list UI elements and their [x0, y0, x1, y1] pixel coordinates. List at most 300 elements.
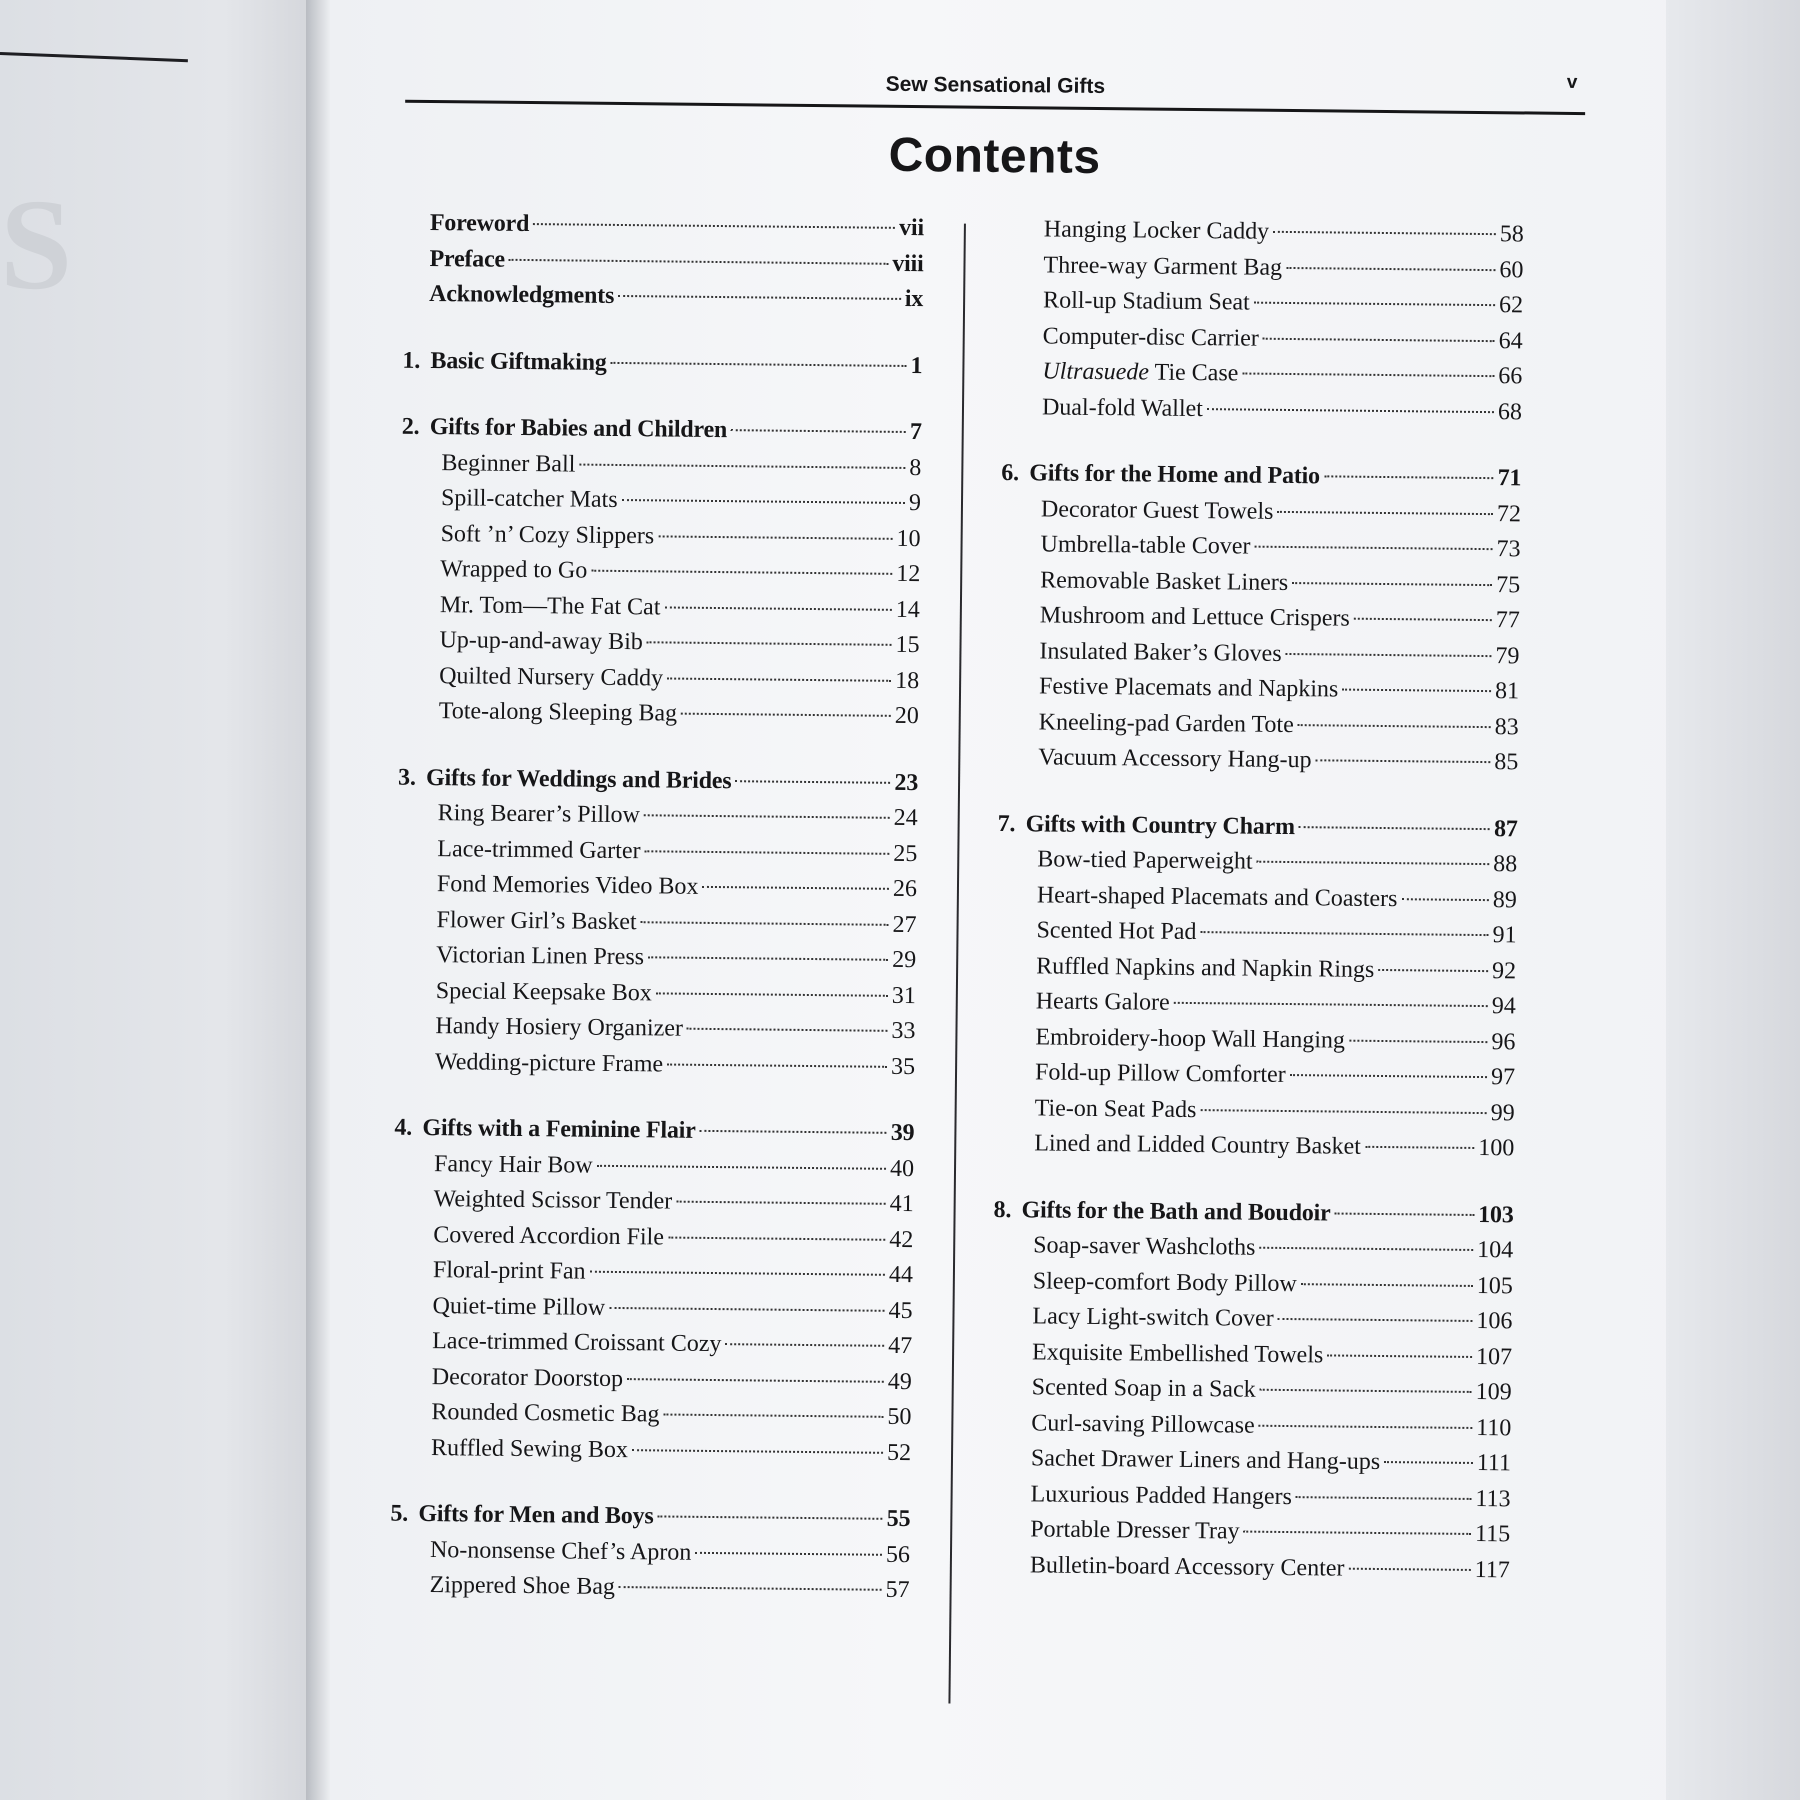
toc-item-entry: [393, 1253, 913, 1294]
entry-title: [436, 938, 644, 976]
dot-leader: [1259, 1424, 1473, 1428]
chapter-title: Gifts with Country Charm: [1025, 810, 1295, 840]
entry-page-number: 99: [1490, 1099, 1515, 1126]
toc-item-entry: [995, 1055, 1515, 1096]
entry-title: [435, 1045, 663, 1083]
entry-title: [402, 410, 728, 449]
entry-title-text: Scented Hot Pad: [1036, 917, 1197, 946]
dot-leader: [579, 463, 905, 468]
entry-page-number: 77: [1495, 607, 1520, 634]
entry-page-number: 40: [889, 1155, 915, 1182]
entry-title-text: Up-up-and-away Bib: [439, 627, 643, 656]
toc-item-entry: [401, 445, 921, 486]
dot-leader: [1292, 582, 1492, 586]
dot-leader: [1327, 1354, 1472, 1358]
entry-title: [437, 832, 641, 870]
entry-title: [1040, 527, 1250, 565]
dot-leader: [1277, 510, 1493, 514]
chapter-title: Gifts with a Feminine Flair: [422, 1114, 696, 1144]
entry-title: [431, 1431, 628, 1469]
entry-title-text: Wedding-picture Frame: [434, 1048, 664, 1077]
toc-front-matter-entry: [403, 241, 923, 282]
toc-item-entry: [999, 669, 1519, 710]
entry-title: [1033, 1264, 1297, 1302]
entry-page-number: 29: [892, 946, 917, 974]
entry-page-number: 88: [1493, 851, 1518, 878]
dot-leader: [676, 1201, 885, 1205]
entry-title: [1042, 354, 1238, 392]
entry-title-text: Vacuum Accessory Hang-up: [1038, 744, 1312, 774]
entry-title-text: Removable Basket Liners: [1040, 566, 1289, 596]
toc-chapter-entry: [402, 343, 922, 384]
entry-title-text: Scented Soap in a Sack: [1031, 1374, 1256, 1403]
entry-title: [1043, 283, 1250, 321]
dot-leader: [1401, 898, 1488, 901]
entry-title: [440, 588, 661, 626]
entry-page-number: 23: [894, 769, 919, 796]
entry-title-text: Quilted Nursery Caddy: [439, 662, 664, 691]
entry-title-text: Three-way Garment Bag: [1043, 251, 1283, 281]
dot-leader: [1286, 266, 1495, 270]
dot-leader: [1244, 1531, 1472, 1535]
dot-leader: [731, 429, 906, 433]
entry-title-text: Spill-catcher Mats: [440, 485, 618, 513]
entry-title-text: Tie Case: [1148, 359, 1239, 387]
entry-page-number: 89: [1492, 886, 1518, 913]
entry-title-text: Ring Bearer’s Pillow: [437, 800, 641, 829]
dot-leader: [533, 223, 895, 229]
entry-title: [433, 1253, 586, 1290]
toc-item-entry: [999, 704, 1519, 745]
entry-title-text: Heart-shaped Placemats and Coasters: [1036, 881, 1398, 912]
entry-title: [1032, 1370, 1256, 1408]
dot-leader: [591, 570, 892, 575]
toc-item-entry: [1002, 389, 1522, 430]
entry-title: [434, 1147, 593, 1184]
dot-leader: [656, 992, 888, 996]
dot-leader: [1242, 372, 1494, 377]
entry-page-number: 14: [895, 596, 921, 623]
entry-page-number: 113: [1475, 1485, 1511, 1512]
toc-front-matter-entry: [404, 206, 924, 247]
chapter-title: Gifts for Babies and Children: [429, 413, 728, 444]
toc-item-entry: [400, 516, 920, 557]
entry-title: [993, 1192, 1330, 1231]
entry-title-text: Soft ’n’ Cozy Slippers: [440, 520, 655, 549]
entry-title: [440, 552, 587, 589]
toc-item-entry: [991, 1405, 1511, 1446]
entry-page-number: 87: [1493, 815, 1518, 842]
entry-title: [1043, 319, 1259, 357]
dot-leader: [1296, 1496, 1472, 1500]
dot-leader: [702, 886, 889, 890]
entry-page-number: 12: [896, 560, 921, 588]
dot-leader: [647, 641, 892, 646]
dot-leader: [1348, 1567, 1470, 1570]
toc-chapter-entry: [1001, 456, 1521, 497]
dot-leader: [632, 1449, 883, 1454]
entry-title-text: Luxurious Padded Hangers: [1030, 1480, 1293, 1510]
entry-page-number: 75: [1496, 571, 1521, 598]
entry-title: [1034, 1091, 1196, 1128]
toc-item-entry: [392, 1324, 912, 1365]
dot-leader: [1207, 408, 1494, 413]
chapter-title: Gifts for the Home and Patio: [1029, 460, 1321, 490]
entry-page-number: 92: [1492, 957, 1517, 984]
entry-title-text: Special Keepsake Box: [435, 977, 652, 1006]
entry-page-number: 31: [891, 982, 916, 1009]
toc-item-entry: [1000, 562, 1520, 603]
toc-chapter-entry: [997, 806, 1517, 847]
entry-page-number: 117: [1474, 1556, 1511, 1583]
entry-title-text: Exquisite Embellished Towels: [1031, 1338, 1324, 1368]
entry-page-number: 64: [1498, 327, 1523, 354]
entry-page-number: 8: [909, 454, 922, 481]
chapter-number: 3.: [397, 764, 416, 791]
column-divider: [948, 224, 965, 1704]
entry-title: [1037, 842, 1253, 880]
toc-item-entry: [392, 1288, 912, 1329]
entry-title-text: Flower Girl’s Basket: [436, 906, 637, 935]
entry-title: [430, 1533, 692, 1571]
entry-page-number: 79: [1495, 642, 1520, 669]
entry-page-number: 68: [1497, 398, 1523, 425]
entry-title-text: Handy Hosiery Organizer: [435, 1013, 684, 1042]
dot-leader: [1174, 1002, 1488, 1007]
chapter-number: 6.: [1001, 459, 1020, 487]
toc-item-entry: [397, 867, 917, 908]
entry-page-number: 62: [1498, 292, 1524, 319]
entry-page-number: 18: [895, 667, 920, 694]
entry-title: [394, 1111, 696, 1150]
dot-leader: [1354, 618, 1492, 621]
dot-leader: [622, 499, 905, 504]
toc-item-entry: [399, 694, 919, 735]
toc-item-entry: [1000, 527, 1520, 568]
entry-title-text: Roll-up Stadium Seat: [1042, 287, 1250, 316]
dot-leader: [1335, 1212, 1475, 1215]
toc-item-entry: [1003, 283, 1523, 324]
entry-page-number: 52: [886, 1439, 912, 1466]
entry-title-text: Hearts Galore: [1035, 988, 1170, 1016]
entry-page-number: 97: [1490, 1064, 1516, 1091]
entry-title-text: Fold-up Pillow Comforter: [1034, 1059, 1286, 1088]
entry-title: [432, 1324, 722, 1363]
entry-title: [1039, 669, 1339, 708]
entry-title: [439, 694, 678, 732]
dot-leader: [668, 1236, 885, 1240]
entry-page-number: 35: [890, 1053, 916, 1080]
entry-page-number: 109: [1475, 1378, 1512, 1406]
dot-leader: [735, 780, 890, 784]
entry-page-number: vii: [898, 214, 925, 242]
dot-leader: [667, 1063, 887, 1067]
entry-title-text: Portable Dresser Tray: [1030, 1516, 1240, 1545]
dot-leader: [1324, 475, 1494, 479]
entry-title-text: Festive Placemats and Napkins: [1038, 673, 1339, 703]
dot-leader: [1254, 302, 1495, 307]
entry-title: [429, 277, 614, 314]
entry-title-text: Tote-along Sleeping Bag: [438, 698, 678, 727]
entry-page-number: 66: [1498, 363, 1523, 390]
entry-title: [1032, 1299, 1274, 1337]
toc-front-matter-entry: [403, 277, 923, 318]
toc-item-entry: [394, 1146, 914, 1187]
entry-title: [402, 343, 607, 381]
entry-page-number: 20: [894, 702, 919, 730]
chapter-number: 4.: [394, 1114, 413, 1141]
entry-title-text: Covered Accordion File: [433, 1221, 665, 1250]
dot-leader: [1299, 826, 1490, 830]
entry-title-text: Zippered Shoe Bag: [429, 1572, 616, 1600]
toc-item-entry: [393, 1182, 913, 1223]
entry-title: [1001, 456, 1320, 495]
entry-page-number: 45: [888, 1297, 913, 1324]
entry-title: [1043, 248, 1282, 286]
dot-leader: [664, 606, 891, 610]
entry-title-text: Weighted Scissor Tender: [433, 1186, 673, 1215]
toc-item-entry: [992, 1334, 1512, 1375]
dot-leader: [1316, 759, 1491, 763]
toc-item-entry: [1001, 491, 1521, 532]
entry-page-number: 49: [887, 1368, 912, 1395]
dot-leader: [627, 1378, 884, 1383]
entry-page-number: 94: [1491, 993, 1516, 1020]
dot-leader: [1278, 1318, 1473, 1322]
entry-title: [1035, 1020, 1345, 1059]
entry-title: [441, 481, 618, 518]
toc-item-entry: [400, 587, 920, 628]
toc-item-entry: [391, 1430, 911, 1471]
entry-title: [1042, 390, 1203, 427]
entry-page-number: 60: [1499, 256, 1524, 283]
dot-leader: [681, 713, 891, 717]
toc-item-entry: [992, 1370, 1512, 1411]
dot-leader: [609, 1306, 884, 1311]
dot-leader: [1301, 1283, 1473, 1287]
dot-leader: [663, 1413, 883, 1417]
dot-leader: [1201, 931, 1489, 936]
dot-leader: [509, 258, 888, 264]
entry-title-text: Dual-fold Wallet: [1041, 393, 1204, 422]
entry-title: [997, 806, 1295, 845]
entry-page-number: 110: [1476, 1414, 1512, 1441]
entry-title: [437, 867, 699, 905]
toc-item-entry: [994, 1126, 1514, 1167]
dot-leader: [1365, 1146, 1474, 1149]
dot-leader: [597, 1164, 886, 1169]
entry-title-text: Computer-disc Carrier: [1042, 322, 1260, 352]
entry-title: [1030, 1477, 1292, 1515]
toc-item-entry: [396, 902, 916, 943]
entry-page-number: 44: [888, 1261, 914, 1289]
entry-title-text: Mushroom and Lettuce Crispers: [1039, 602, 1350, 632]
contents-page: [388, 56, 1585, 1708]
entry-title-text: Embroidery-hoop Wall Hanging: [1035, 1023, 1346, 1054]
entry-title-text: Lined and Lidded Country Basket: [1034, 1130, 1362, 1160]
entry-page-number: 71: [1497, 465, 1522, 492]
entry-page-number: 42: [889, 1226, 914, 1253]
chapter-title: Basic Giftmaking: [430, 347, 607, 376]
entry-title: [432, 1289, 605, 1326]
dot-leader: [1384, 1461, 1473, 1464]
entry-title: [1041, 492, 1274, 530]
entry-title: [1031, 1441, 1381, 1480]
dot-leader: [590, 1271, 885, 1276]
toc-column-left: [389, 206, 924, 1609]
entry-title: [390, 1497, 654, 1535]
dot-leader: [700, 1130, 887, 1134]
entry-page-number: 56: [885, 1541, 911, 1568]
entry-page-number: 50: [887, 1403, 912, 1431]
dot-leader: [1200, 1109, 1486, 1114]
entry-page-number: 57: [885, 1576, 910, 1604]
dot-leader: [1286, 652, 1492, 656]
toc-item-entry: [395, 1044, 915, 1085]
entry-title-text: Insulated Baker’s Gloves: [1039, 637, 1282, 667]
toc-item-entry: [396, 973, 916, 1014]
entry-title: [1031, 1406, 1255, 1444]
toc-chapter-entry: [394, 1111, 914, 1152]
toc-item-entry: [1003, 318, 1523, 359]
entry-page-number: 33: [891, 1017, 916, 1045]
dot-leader: [725, 1343, 884, 1347]
toc-chapter-entry: [993, 1192, 1513, 1233]
entry-title-text: Wrapped to Go: [440, 556, 588, 584]
toc-item-entry: [401, 481, 921, 522]
toc-item-entry: [396, 938, 916, 979]
dot-leader: [645, 850, 890, 855]
dot-leader: [1298, 724, 1491, 728]
dot-leader: [687, 1028, 888, 1032]
dot-leader: [619, 1586, 882, 1591]
entry-page-number: 96: [1491, 1028, 1516, 1055]
entry-title: [1036, 984, 1170, 1021]
toc-item-entry: [999, 633, 1519, 674]
toc-item-entry: [990, 1476, 1510, 1517]
entry-title-text: Sachet Drawer Liners and Hang-ups: [1030, 1445, 1381, 1476]
entry-title-text: Victorian Linen Press: [436, 942, 645, 971]
entry-page-number: 26: [892, 875, 918, 903]
chapter-number: 2.: [401, 413, 420, 440]
toc-item-entry: [995, 1019, 1515, 1060]
entry-title-text: Foreword: [429, 209, 530, 238]
dot-leader: [1273, 231, 1496, 235]
entry-page-number: 81: [1494, 678, 1520, 705]
entry-title: [1030, 1548, 1345, 1587]
toc-item-entry: [395, 1009, 915, 1050]
book-gutter: [306, 0, 330, 1800]
entry-title-text: Ruffled Napkins and Napkin Rings: [1036, 952, 1375, 983]
entry-title: [436, 903, 636, 941]
chapter-title: Gifts for Men and Boys: [418, 1500, 654, 1530]
entry-title: [1039, 634, 1282, 672]
entry-title-text: Lacy Light-switch Cover: [1032, 1303, 1274, 1332]
entry-page-number: 85: [1494, 749, 1519, 776]
left-page: [0, 0, 320, 1800]
entry-title: [1036, 949, 1375, 988]
chapter-number: 8.: [993, 1196, 1012, 1223]
entry-title: [1030, 1512, 1240, 1550]
toc-item-entry: [990, 1547, 1510, 1588]
entry-title: [1039, 705, 1294, 743]
entry-title: [433, 1182, 672, 1220]
entry-title: [1040, 598, 1350, 637]
entry-title-text: Decorator Doorstop: [431, 1363, 624, 1392]
dot-leader: [1254, 546, 1492, 550]
entry-page-number: 111: [1476, 1450, 1512, 1477]
entry-page-number: 15: [895, 631, 920, 659]
page-edge: [1666, 0, 1800, 1800]
entry-page-number: 39: [890, 1119, 915, 1147]
entry-page-number: 72: [1496, 500, 1522, 527]
toc-chapter-entry: [390, 1497, 910, 1538]
chapter-number: 1.: [402, 347, 421, 374]
entry-title: [429, 1568, 615, 1605]
dot-leader: [1260, 1389, 1472, 1393]
dot-leader: [1342, 689, 1491, 693]
dot-leader: [611, 361, 907, 366]
entry-title: [441, 446, 575, 483]
toc-item-entry: [393, 1217, 913, 1258]
dot-leader: [667, 677, 891, 681]
entry-title: [438, 796, 641, 834]
entry-title: [1032, 1335, 1324, 1374]
toc-item-entry: [399, 658, 919, 699]
entry-title-text: Bow-tied Paperweight: [1037, 846, 1253, 875]
left-page-rule: [0, 52, 188, 62]
entry-title: [440, 517, 654, 555]
entry-title-text: Hanging Locker Caddy: [1043, 216, 1270, 245]
entry-page-number: 104: [1477, 1237, 1514, 1264]
entry-page-number: 105: [1476, 1272, 1513, 1299]
entry-title-text: Curl-saving Pillowcase: [1031, 1409, 1255, 1439]
dot-leader: [658, 1515, 883, 1519]
dot-leader: [1263, 337, 1495, 341]
toc-item-entry: [1000, 598, 1520, 639]
entry-page-number: 58: [1499, 221, 1524, 248]
entry-title: [430, 206, 530, 243]
entry-page-number: 10: [896, 525, 921, 552]
entry-title-text: Soap-saver Washcloths: [1033, 1232, 1256, 1261]
toc-item-entry: [993, 1263, 1513, 1304]
entry-page-number: 55: [886, 1505, 911, 1533]
running-title: Sew Sensational Gifts: [885, 72, 1106, 99]
entry-title: [439, 623, 643, 661]
entry-title: [436, 974, 652, 1012]
entry-title-italic: Ultrasuede: [1042, 358, 1150, 386]
entry-page-number: 106: [1476, 1308, 1513, 1335]
entry-title-text: Decorator Guest Towels: [1040, 495, 1274, 525]
toc-chapter-entry: [398, 760, 918, 801]
entry-page-number: 115: [1474, 1521, 1511, 1548]
entry-page-number: 73: [1496, 536, 1521, 563]
toc-item-entry: [996, 948, 1516, 989]
entry-page-number: 91: [1492, 922, 1517, 949]
toc-item-entry: [397, 831, 917, 872]
entry-title-text: Lace-trimmed Garter: [437, 835, 641, 864]
toc-item-entry: [392, 1359, 912, 1400]
dot-leader: [1290, 1074, 1487, 1078]
toc-item-entry: [1003, 247, 1523, 288]
entry-title: [432, 1360, 624, 1398]
entry-page-number: 25: [893, 840, 918, 867]
entry-title-text: Umbrella-table Cover: [1040, 531, 1251, 560]
entry-title: [1035, 1055, 1286, 1093]
entry-page-number: 107: [1475, 1343, 1513, 1370]
page-title: Contents: [888, 128, 1101, 185]
entry-title-text: Rounded Cosmetic Bag: [431, 1399, 660, 1428]
